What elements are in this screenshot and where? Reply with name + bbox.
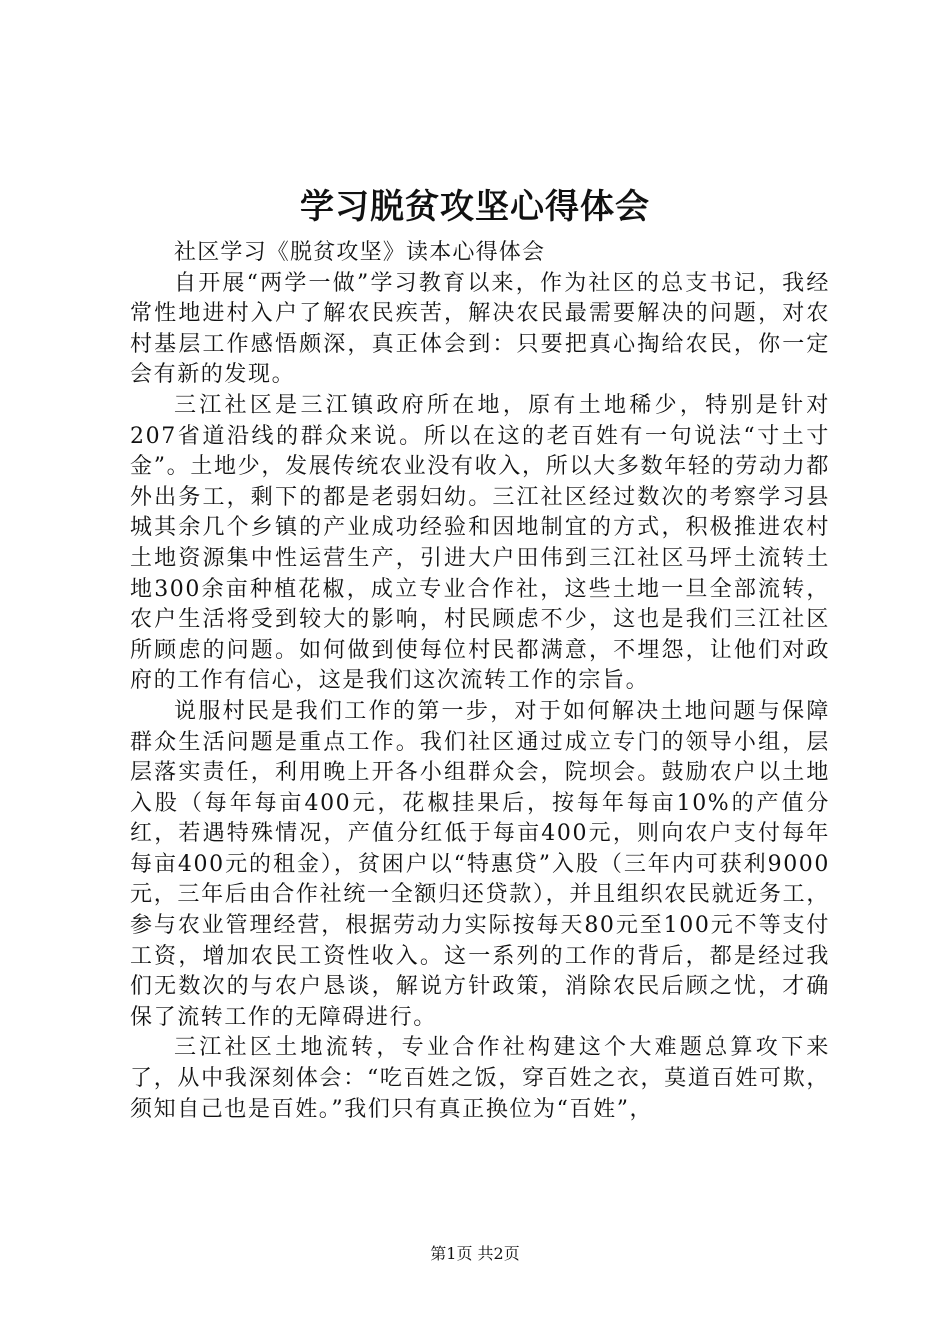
- page-number-footer: 第1页 共2页: [430, 1244, 520, 1263]
- paragraph: 自开展“两学一做”学习教育以来，作为社区的总支书记，我经常性地进村入户了解农民疾苦，解决农民最需要解决的问题，对农村基层工作感悟颇深，真正体会到：只要把真心掏给农民，你一定会有新的发现。: [130, 270, 830, 388]
- paragraph: 三江社区是三江镇政府所在地，原有土地稀少，特别是针对207省道沿线的群众来说。所以在这的老百姓有一句说法“寸土寸金”。土地少，发展传统农业没有收入，所以大多数年轻的劳动力都外出务工，剩下的都是老弱妇幼。三江社区经过数次的考察学习县城其余几个乡镇的产业成功经验和因地制宜的方式，积极推进农村土地资源集中性运营生产，引进大户田伟到三江社区马坪土流转土地300余亩种植花椒，成立专业合作社，这些土地一旦全部流转，农户生活将受到较大的影响，村民顾虑不少，这也是我们三江社区所顾虑的问题。如何做到使每位村民都满意，不埋怨，让他们对政府的工作有信心，这是我们这次流转工作的宗旨。: [130, 392, 830, 694]
- document-subtitle: 社区学习《脱贫攻坚》读本心得体会: [174, 240, 546, 265]
- document-body: [130, 238, 830, 1125]
- document-title: 学习脱贫攻坚心得体会: [300, 187, 650, 227]
- paragraph: 三江社区土地流转，专业合作社构建这个大难题总算攻下来了，从中我深刻体会：“吃百姓之饭，穿百姓之衣，莫道百姓可欺，须知自己也是百姓。”我们只有真正换位为“百姓”，: [130, 1035, 830, 1122]
- paragraph: 说服村民是我们工作的第一步，对于如何解决土地问题与保障群众生活问题是重点工作。我们社区通过成立专门的领导小组，层层落实责任，利用晚上开各小组群众会，院坝会。鼓励农户以土地入股（每年每亩400元，花椒挂果后，按每年每亩10%的产值分红，若遇特殊情况，产值分红低于每亩400元，则向农户支付每年每亩400元的租金），贫困户以“特惠贷”入股（三年内可获利9000元，三年后由合作社统一全额归还贷款），并且组织农民就近务工，参与农业管理经营，根据劳动力实际按每天80元至100元不等支付工资，增加农民工资性收入。这一系列的工作的背后，都是经过我们无数次的与农户恳谈，解说方针政策，消除农民后顾之忧，才确保了流转工作的无障碍进行。: [130, 698, 830, 1030]
